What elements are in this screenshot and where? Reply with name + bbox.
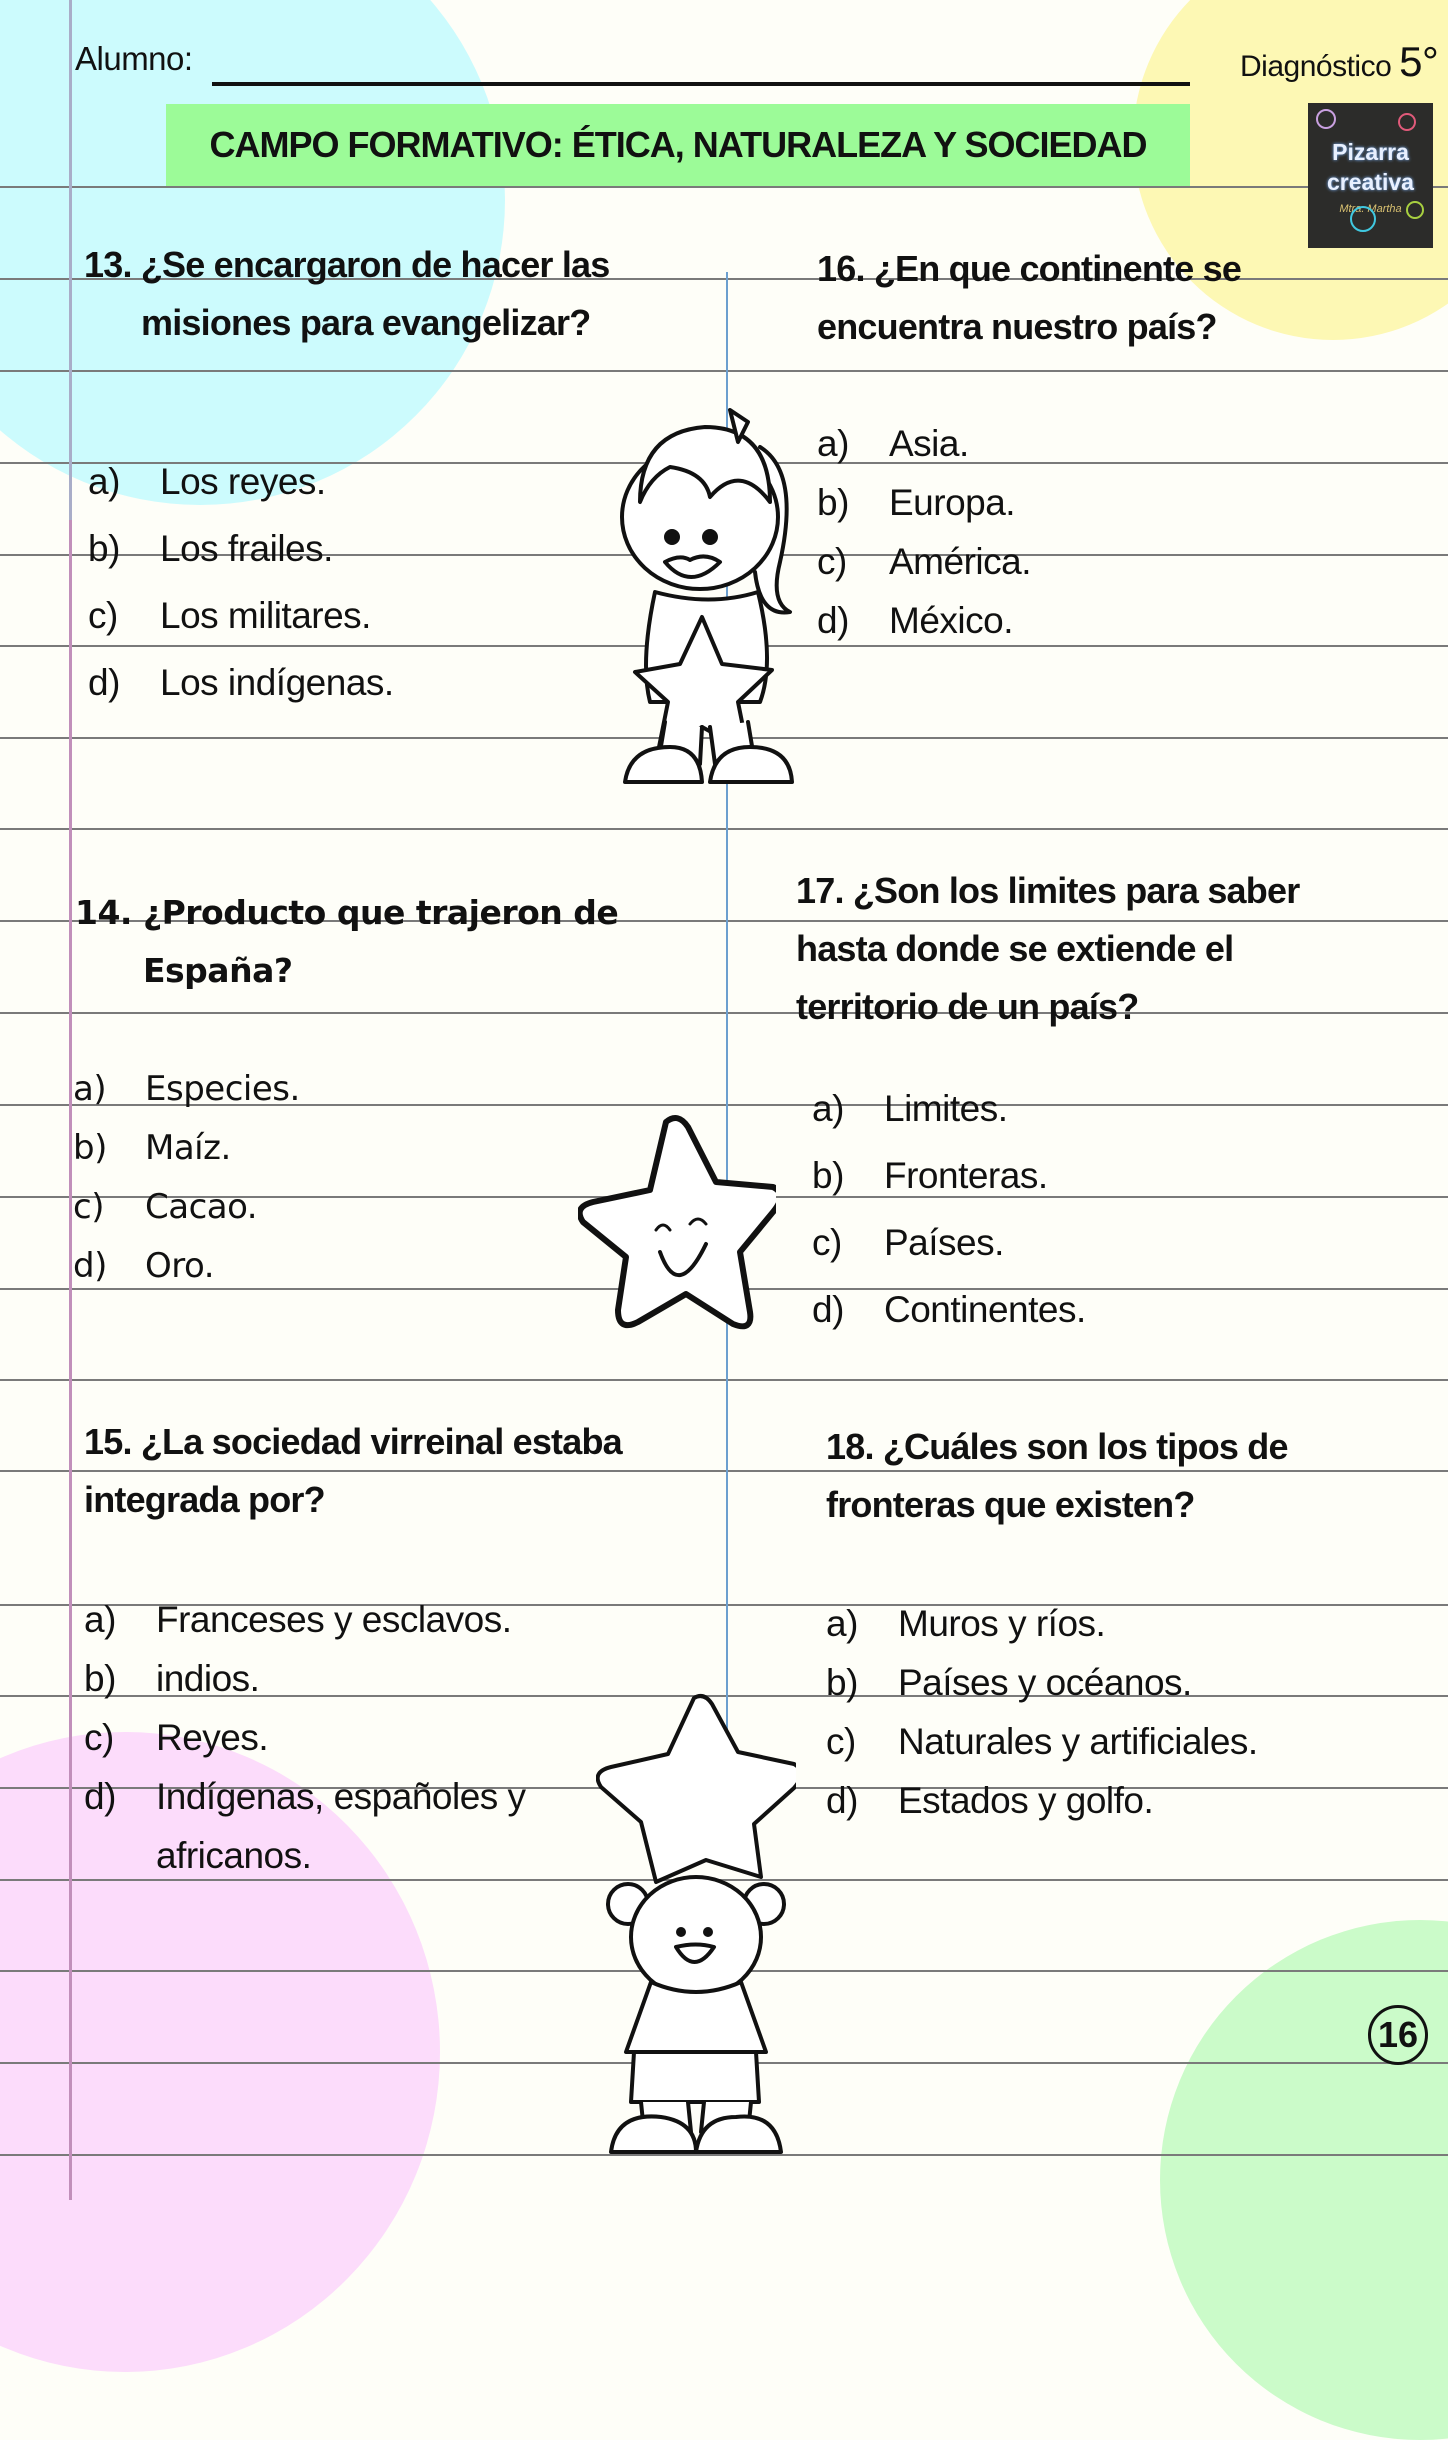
question-title-line: España? bbox=[143, 951, 293, 990]
question-title-line: encuentra nuestro país? bbox=[817, 306, 1217, 347]
answer-option[interactable] bbox=[812, 1276, 1086, 1343]
answer-option[interactable] bbox=[812, 1142, 1086, 1209]
question-title-line: integrada por? bbox=[84, 1479, 325, 1520]
option-text: Franceses y esclavos. bbox=[156, 1599, 512, 1640]
doodle-icon bbox=[1398, 113, 1416, 131]
pizarra-creativa-logo bbox=[1308, 103, 1433, 248]
option-text: Estados y golfo. bbox=[898, 1780, 1154, 1821]
option-text: Países y océanos. bbox=[898, 1662, 1192, 1703]
option-label: d) bbox=[812, 1289, 844, 1330]
option-text: Naturales y artificiales. bbox=[898, 1721, 1258, 1762]
answer-option[interactable] bbox=[812, 1075, 1086, 1142]
question-title-line: hasta donde se extiende el bbox=[796, 928, 1234, 969]
question-13-options bbox=[88, 448, 394, 716]
question-title-line: fronteras que existen? bbox=[826, 1484, 1195, 1525]
option-text: Indígenas, españoles y bbox=[156, 1776, 526, 1817]
doodle-icon bbox=[1316, 109, 1336, 129]
option-label: b) bbox=[812, 1155, 844, 1196]
option-text: Reyes. bbox=[156, 1717, 269, 1758]
question-14 bbox=[75, 884, 618, 1000]
question-13 bbox=[84, 236, 609, 352]
smiling-star-illustration bbox=[578, 1112, 776, 1338]
logo-text-line2: creativa bbox=[1327, 168, 1414, 195]
option-label: d) bbox=[84, 1776, 116, 1817]
option-label: a) bbox=[84, 1599, 116, 1640]
answer-option[interactable] bbox=[817, 414, 1031, 473]
answer-option[interactable] bbox=[73, 1237, 300, 1296]
option-text: Los reyes. bbox=[160, 461, 326, 502]
doodle-icon bbox=[1406, 201, 1424, 219]
answer-option[interactable] bbox=[84, 1767, 526, 1885]
exam-label bbox=[1240, 38, 1438, 86]
answer-option[interactable] bbox=[84, 1708, 526, 1767]
option-text: Los frailes. bbox=[160, 528, 333, 569]
question-title bbox=[826, 1418, 1288, 1534]
exam-type: Diagnóstico bbox=[1240, 50, 1392, 83]
option-text: Oro. bbox=[145, 1246, 215, 1286]
student-name-field[interactable] bbox=[212, 82, 1190, 86]
question-title-line: territorio de un país? bbox=[796, 986, 1139, 1027]
question-title-line: misiones para evangelizar? bbox=[141, 302, 591, 343]
answer-option[interactable] bbox=[73, 1060, 300, 1119]
answer-option[interactable] bbox=[73, 1119, 300, 1178]
option-label: a) bbox=[826, 1603, 858, 1644]
option-label: c) bbox=[817, 541, 847, 582]
option-label: c) bbox=[812, 1222, 842, 1263]
answer-option[interactable] bbox=[84, 1590, 526, 1649]
option-label: d) bbox=[73, 1246, 107, 1286]
question-18 bbox=[826, 1418, 1288, 1534]
subject-banner: CAMPO FORMATIVO: ÉTICA, NATURALEZA Y SOCIEDAD bbox=[166, 104, 1190, 186]
answer-option[interactable] bbox=[826, 1653, 1258, 1712]
option-text: Maíz. bbox=[145, 1128, 231, 1168]
logo-text-line3: Mtra. Martha bbox=[1339, 202, 1402, 215]
answer-option[interactable] bbox=[826, 1712, 1258, 1771]
option-text: Europa. bbox=[889, 482, 1016, 523]
question-title-line: 14. ¿Producto que trajeron de bbox=[75, 893, 619, 932]
answer-option[interactable] bbox=[817, 473, 1031, 532]
option-text: Limites. bbox=[884, 1088, 1008, 1129]
option-label: c) bbox=[88, 595, 118, 636]
question-title-line: 15. ¿La sociedad virreinal estaba bbox=[84, 1421, 622, 1462]
student-name-label: Alumno: bbox=[75, 40, 193, 77]
margin-line-top bbox=[69, 0, 72, 520]
option-text: América. bbox=[889, 541, 1031, 582]
option-text: Los indígenas. bbox=[160, 662, 394, 703]
option-text: México. bbox=[889, 600, 1013, 641]
question-title bbox=[84, 1413, 622, 1529]
question-title bbox=[84, 236, 609, 352]
question-title-line: 16. ¿En que continente se bbox=[817, 248, 1242, 289]
option-label: d) bbox=[817, 600, 849, 641]
option-text: Países. bbox=[884, 1222, 1004, 1263]
option-text: Cacao. bbox=[145, 1187, 258, 1227]
option-label: c) bbox=[73, 1187, 104, 1227]
option-text: Muros y ríos. bbox=[898, 1603, 1106, 1644]
boy-with-star-illustration bbox=[596, 1692, 796, 2170]
option-label: c) bbox=[84, 1717, 114, 1758]
girl-with-star-illustration bbox=[610, 402, 805, 794]
rule-line bbox=[0, 370, 1448, 372]
option-label: d) bbox=[826, 1780, 858, 1821]
answer-option[interactable] bbox=[88, 649, 394, 716]
option-label: c) bbox=[826, 1721, 856, 1762]
rule-line bbox=[0, 186, 1448, 188]
question-title bbox=[796, 862, 1299, 1036]
answer-option[interactable] bbox=[73, 1178, 300, 1237]
answer-option[interactable] bbox=[826, 1594, 1258, 1653]
answer-option[interactable] bbox=[88, 515, 394, 582]
option-label: a) bbox=[817, 423, 849, 464]
rule-line bbox=[0, 1379, 1448, 1381]
option-label: b) bbox=[88, 528, 120, 569]
answer-option[interactable] bbox=[88, 582, 394, 649]
question-title-line: 17. ¿Son los limites para saber bbox=[796, 870, 1300, 911]
answer-option[interactable] bbox=[88, 448, 394, 515]
logo-text-line1: Pizarra bbox=[1332, 138, 1409, 165]
answer-option[interactable] bbox=[817, 532, 1031, 591]
option-text: Los militares. bbox=[160, 595, 371, 636]
option-text: indios. bbox=[156, 1658, 260, 1699]
green-decor-circle bbox=[1160, 1920, 1448, 2440]
option-text: Continentes. bbox=[884, 1289, 1086, 1330]
question-15-options bbox=[84, 1590, 526, 1885]
question-title-line: 13. ¿Se encargaron de hacer las bbox=[84, 244, 610, 285]
question-title-line: 18. ¿Cuáles son los tipos de bbox=[826, 1426, 1288, 1467]
option-label: b) bbox=[84, 1658, 116, 1699]
question-title bbox=[817, 240, 1241, 356]
option-label: d) bbox=[88, 662, 120, 703]
globe-icon bbox=[1350, 206, 1376, 232]
question-18-options bbox=[826, 1594, 1258, 1830]
question-title bbox=[75, 884, 618, 1000]
option-label: b) bbox=[73, 1128, 107, 1168]
answer-option[interactable] bbox=[812, 1209, 1086, 1276]
question-16 bbox=[817, 240, 1241, 356]
option-label: a) bbox=[812, 1088, 844, 1129]
option-text-continued: africanos. bbox=[156, 1835, 312, 1876]
answer-option[interactable] bbox=[826, 1771, 1258, 1830]
question-15 bbox=[84, 1413, 622, 1529]
question-16-options bbox=[817, 414, 1031, 650]
page-number-badge: 16 bbox=[1368, 2005, 1428, 2065]
option-text: Fronteras. bbox=[884, 1155, 1048, 1196]
question-14-options bbox=[73, 1060, 300, 1296]
rule-line bbox=[0, 828, 1448, 830]
option-label: a) bbox=[73, 1069, 107, 1109]
question-17 bbox=[796, 862, 1299, 1036]
option-label: b) bbox=[817, 482, 849, 523]
option-label: b) bbox=[826, 1662, 858, 1703]
answer-option[interactable] bbox=[84, 1649, 526, 1708]
option-text: Asia. bbox=[889, 423, 969, 464]
option-label: a) bbox=[88, 461, 120, 502]
answer-option[interactable] bbox=[817, 591, 1031, 650]
grade-level: 5° bbox=[1399, 38, 1439, 85]
option-text: Especies. bbox=[145, 1069, 300, 1109]
question-17-options bbox=[812, 1075, 1086, 1343]
